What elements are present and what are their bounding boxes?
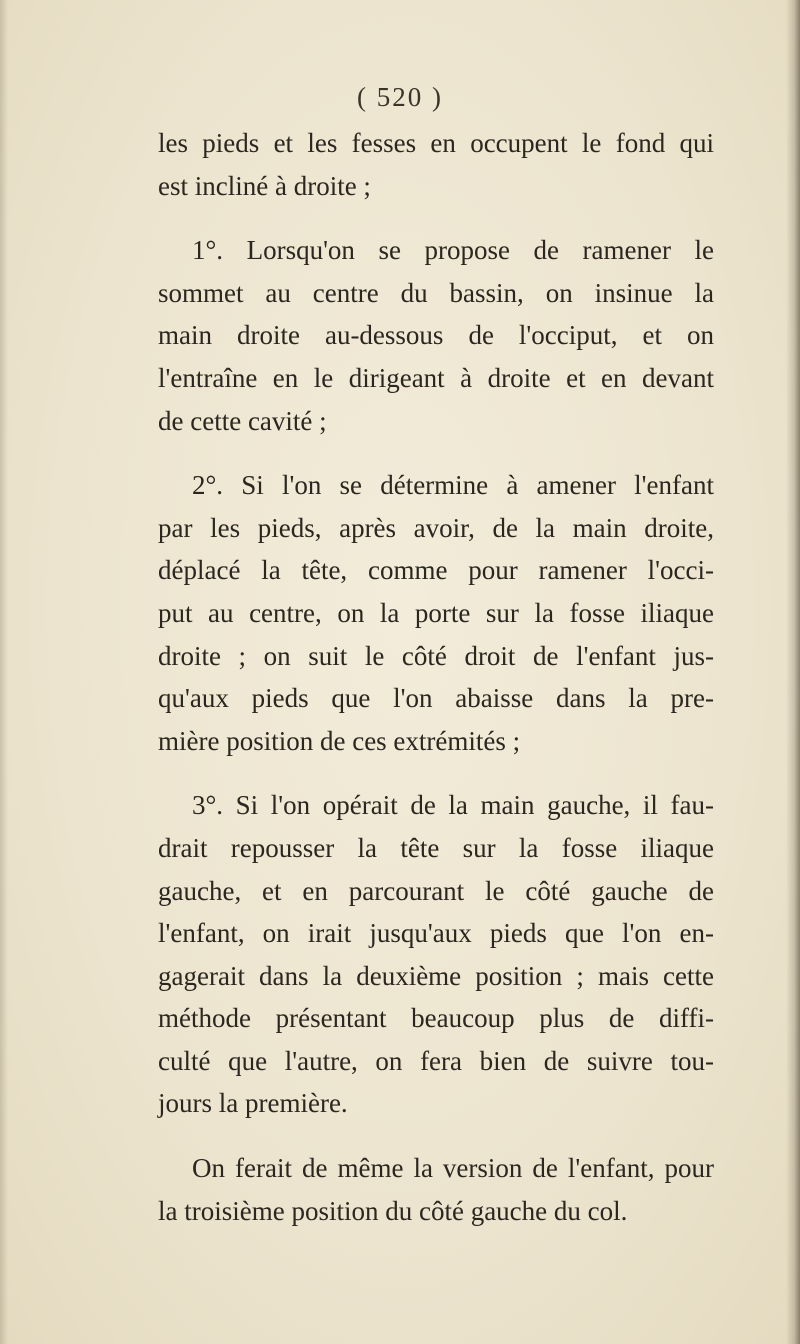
text-line: main droite au-dessous de l'occiput, et on [158,320,714,351]
text-line: 2°. Si l'on se détermine à amener l'enfant [192,470,714,501]
text-line: culté que l'autre, on fera bien de suivre tou- [158,1045,714,1076]
text-line: gagerait dans la deuxième position ; mais cette [158,960,714,991]
page-number: ( 520 ) [357,82,443,112]
text-line: les pieds et les fesses en occupent le fond qui [158,128,714,158]
text-line: jours la première. [158,1088,348,1119]
text-line: de cette cavité ; [158,405,327,436]
text-line: qu'aux pieds que l'on abaisse dans la pre- [158,683,714,714]
paragraph-3 [158,464,714,762]
text-line: put au centre, on la porte sur la fosse iliaque [158,597,714,628]
text-line: par les pieds, après avoir, de la main droite, [158,512,714,543]
page-right-edge [786,0,800,1344]
paragraph-1 [158,122,714,207]
paragraph-2 [158,229,714,442]
text-line: la troisième position du côté gauche du col. [158,1195,628,1226]
text-line: sommet au centre du bassin, on insinue la [158,277,714,308]
text-line: l'entraîne en le dirigeant à droite et en devant [158,362,714,393]
paragraph-4 [158,784,714,1125]
paragraph-5 [158,1147,714,1232]
text-line: l'enfant, on irait jusqu'aux pieds que l'on en- [158,918,714,949]
text-line: drait repousser la tête sur la fosse iliaque [158,832,714,863]
text-line: mière position de ces extrémités ; [158,725,521,756]
text-line: droite ; on suit le côté droit de l'enfant jus- [158,640,714,671]
text-line: 3°. Si l'on opérait de la main gauche, il fau- [192,790,714,821]
text-line: est incliné à droite ; [158,170,371,201]
text-line: méthode présentant beaucoup plus de diffi- [158,1003,714,1034]
text-line: gauche, et en parcourant le côté gauche de [158,875,714,906]
text-line: 1°. Lorsqu'on se propose de ramener le [192,235,714,266]
text-line: déplacé la tête, comme pour ramener l'occi- [158,555,714,586]
body-text [158,122,714,1232]
page-left-edge [0,0,8,1344]
text-line: On ferait de même la version de l'enfant, pour [192,1153,714,1184]
